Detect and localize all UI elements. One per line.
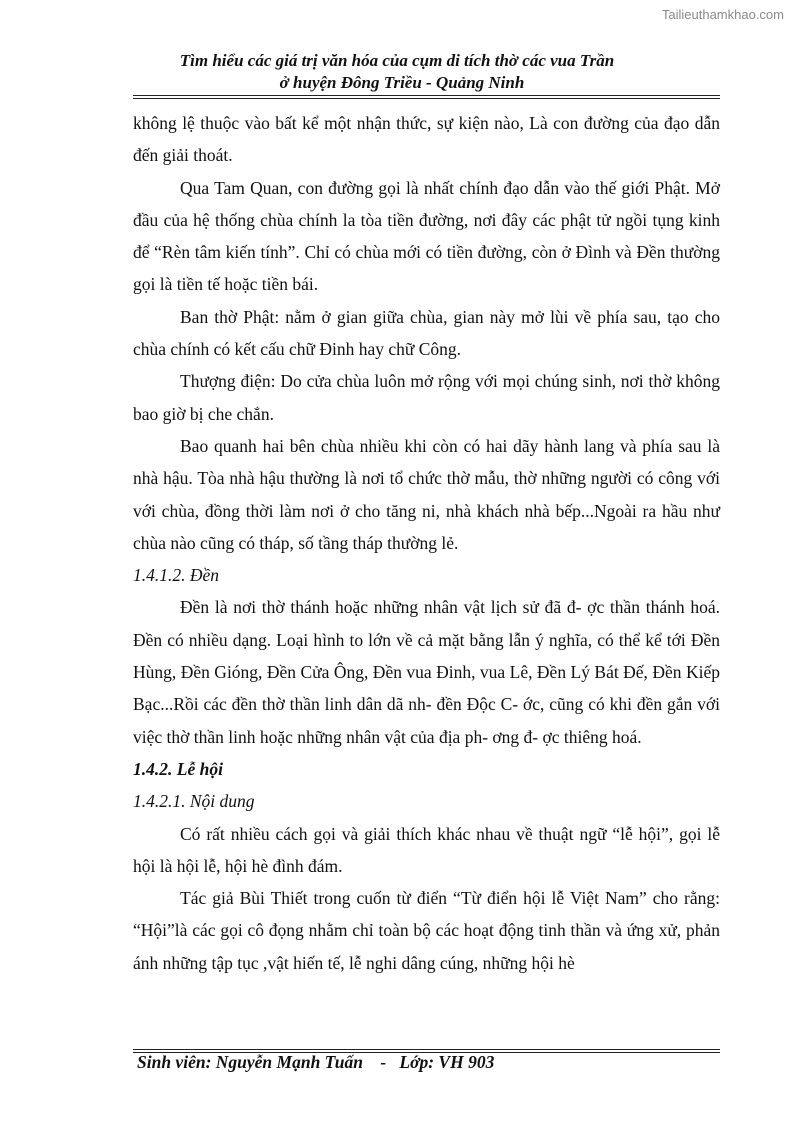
subsection-heading: 1.4.2.1. Nội dung [133, 791, 255, 812]
paragraph: Tác giả Bùi Thiết trong cuốn từ điển “Từ điển hội lễ Việt Nam” cho rằng: “Hội”là các gọi cô đọng nhằm chỉ toàn bộ các hoạt động tinh thần và ứng xử, phản ánh những tập tục ,vật hiến tế, lễ nghi dâng cúng, những hội hè [133, 888, 720, 973]
paragraph: Đền là nơi thờ thánh hoặc những nhân vật lịch sử đã đ- ợc thần thánh hoá. Đền có nhiều dạng. Loại hình to lớn về cả mặt bằng lẫn ý nghĩa, có thể kể tới Đền Hùng, Đền Gióng, Đền Cửa Ông, Đền vua Đinh, vua Lê, Đền Lý Bát Đế, Đền Kiếp Bạc...Rồi các đền thờ thần linh dân dã nh- đền Độc C- ớc, cũng có khi đền gắn với việc thờ thần linh hoặc những nhân vật của địa ph- ơng đ- ợc thiêng hoá. [133, 597, 720, 747]
section-heading: 1.4.1.2. Đền [133, 565, 220, 586]
header-line-1: Tìm hiểu các giá trị văn hóa của cụm di tích thờ các vua Trần [179, 51, 615, 70]
paragraph: Bao quanh hai bên chùa nhiều khi còn có hai dãy hành lang và phía sau là nhà hậu. Tòa nhà hậu thường là nơi tổ chức thờ mẫu, thờ những người có công với với chùa, đồng thời làm nơi ở cho tăng ni, nhà khách nhà bếp...Ngoài ra hầu như chùa nào cũng có tháp, số tầng tháp thường lẻ. [133, 435, 720, 553]
header-rule-2 [133, 98, 720, 99]
paragraph: Qua Tam Quan, con đường gọi là nhất chính đạo dẫn vào thế giới Phật. Mở đầu của hệ thống chùa chính la tòa tiền đường, nơi đây các phật tử ngồi tụng kinh để “Rèn tâm kiến tính”. Chỉ có chùa mới có tiền đường, còn ở Đình và Đền thường gọi là tiền tế hoặc tiền bái. [133, 177, 720, 295]
header-rule [133, 95, 720, 96]
watermark: Tailieuthamkhao.com [661, 7, 784, 22]
header-line-2: ở huyện Đông Triều - Quảng Ninh [279, 73, 525, 92]
page-footer: Sinh viên: Nguyễn Mạnh Tuấn - Lớp: VH 903 [137, 1052, 495, 1072]
footer-rule [133, 1049, 720, 1050]
paragraph: Thượng điện: Do cửa chùa luôn mở rộng với mọi chúng sinh, nơi thờ không bao giờ bị che chắn. [133, 371, 720, 424]
page-body [133, 107, 720, 979]
paragraph: Ban thờ Phật: nằm ở gian giữa chùa, gian này mở lùi về phía sau, tạo cho chùa chính có kết cấu chữ Đinh hay chữ Công. [133, 306, 720, 360]
running-header [0, 50, 794, 94]
paragraph: Có rất nhiều cách gọi và giải thích khác nhau về thuật ngữ “lễ hội”, gọi lễ hội là hội lễ, hội hè đình đám. [133, 823, 720, 876]
paragraph: không lệ thuộc vào bất kể một nhận thức, sự kiện nào, Là con đường của đạo dẫn đến giải thoát. [133, 113, 720, 166]
section-heading: 1.4.2. Lễ hội [133, 758, 223, 779]
